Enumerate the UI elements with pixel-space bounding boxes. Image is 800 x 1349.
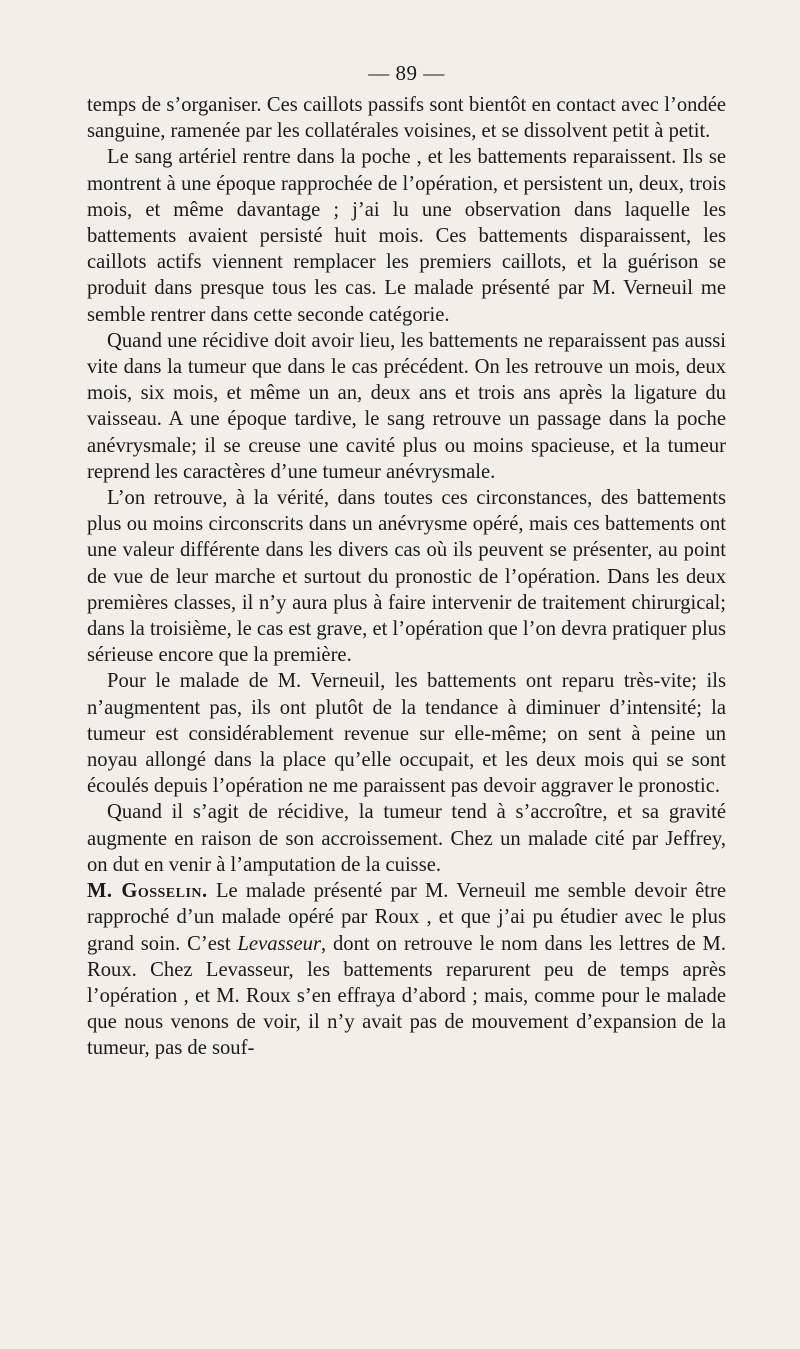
emphasized-name: Levasseur [237,932,321,955]
gosselin-text-after: , dont on retrouve le nom dans les lettres de M. Roux. Chez Levasseur, les battements reparurent peu de temps après l’opération , et M. Roux s’en effraya d’abord ; mais, comme pour le malade que nous venons de voir, il n’y avait pas de mouvement d’expansion de la tumeur, pas de souf- [87,932,726,1060]
paragraph-1: temps de s’organiser. Ces caillots passifs sont bientôt en contact avec l’ondée sanguine, ramenée par les collatérales voisines, et se dissolvent petit à petit. [87,94,726,143]
paragraph-2: Le sang artériel rentre dans la poche , et les battements reparaissent. Ils se montrent à une époque rapprochée de l’opération, et persistent un, deux, trois mois, et même davantage ; j’ai lu une observation dans laquelle les battements avaient persisté huit mois. Ces battements disparaissent, les caillots actifs viennent remplacer les premiers caillots, et la guérison se produit dans presque tous les cas. Le malade présenté par M. Verneuil me semble rentrer dans cette seconde catégorie. [87,146,726,326]
gosselin-text-before: Le malade présenté par M. Verneuil me semble devoir être rapproché d’un malade opéré par Roux , et que j’ai pu étudier avec le plus grand soin. C’est [87,880,726,955]
paragraph-3: Quand une récidive doit avoir lieu, les battements ne reparaissent pas aussi vite dans la tumeur que dans le cas précédent. On les retrouve un mois, deux mois, six mois, et même un an, deux ans et trois ans après la ligature du vaisseau. A une époque tardive, le sang retrouve un passage dans la poche anévrysmale; il se creuse une cavité plus ou moins spacieuse, et la tumeur reprend les caractères d’une tumeur anévrysmale. [87,329,726,483]
paragraph-4: L’on retrouve, à la vérité, dans toutes ces circonstances, des battements plus ou moins circonscrits dans un anévrysme opéré, mais ces battements ont une valeur différente dans les divers cas où ils peuvent se présenter, au point de vue de leur marche et surtout du pronostic de l’opération. Dans les deux premières classes, il n’y aura plus à faire intervenir de traitement chirurgical; dans la troisième, le cas est grave, et l’opération que l’on devra pratiquer plus sérieuse encore que la première. [87,487,726,667]
paragraph-6: Quand il s’agit de récidive, la tumeur tend à s’accroître, et sa gravité augmente en raison de son accroissement. Chez un malade cité par Jeffrey, on dut en venir à l’amputation de la cuisse. [87,801,726,876]
paragraph-gosselin [87,878,726,1061]
page-number: — 89 — [368,61,445,85]
speaker-name: M. Gosselin. [87,880,208,903]
body-text [87,92,726,1062]
paragraph-5: Pour le malade de M. Verneuil, les battements ont reparu très-vite; ils n’augmentent pas, ils ont plutôt de la tendance à diminuer d’intensité; la tumeur est considérablement revenue sur elle-même; on sent à peine un noyau allongé dans la place qu’elle occupait, et les deux mois qui se sont écoulés depuis l’opération ne me paraissent pas devoir aggraver le pronostic. [87,670,726,798]
